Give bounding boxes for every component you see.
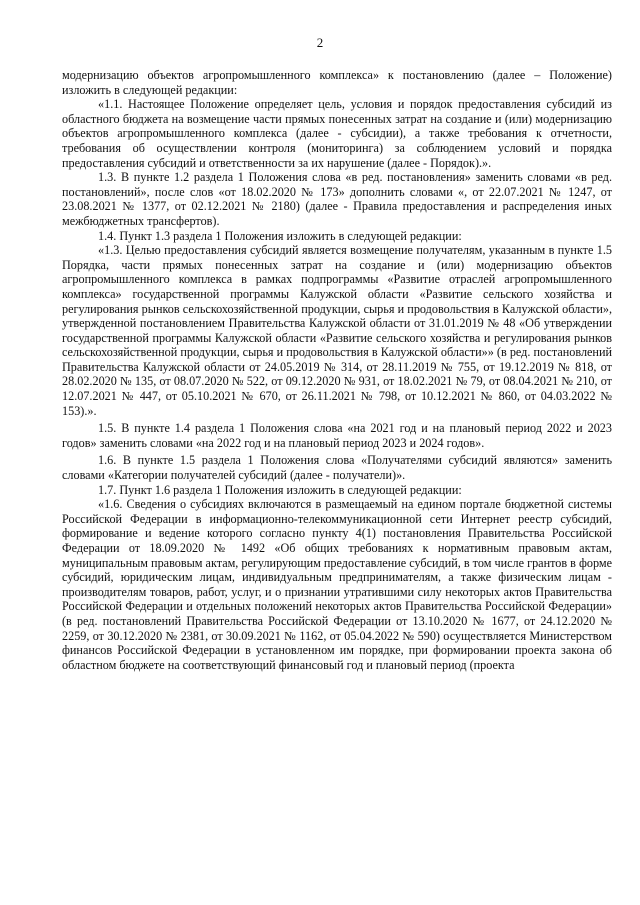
- paragraph-1-5: 1.5. В пункте 1.4 раздела 1 Положения слова «на 2021 год и на плановый период 2022 и 2023 годов» заменить словами «на 2022 год и на плановый период 2023 и 2024 годов».: [62, 421, 612, 450]
- paragraph-1-6: 1.6. В пункте 1.5 раздела 1 Положения слова «Получателями субсидий являются» заменить словами «Категории получателей субсидий (далее - получатели)».: [62, 453, 612, 483]
- paragraph-1-1-quote: «1.1. Настоящее Положение определяет цель, условия и порядок предоставления субсидий из областного бюджета на возмещение части прямых понесенных затрат на создание и (или) модернизацию объектов агропромышленного комплекса (далее - субсидии), а также требования к отчетности, требования об осуществлении контроля (мониторинга) за соблюдением условий и порядка предоставления субсидий и ответственности за их нарушение (далее - Порядок).».: [62, 97, 612, 170]
- paragraph-1-3: 1.3. В пункте 1.2 раздела 1 Положения слова «в ред. постановления» заменить словами «в ред. постановлений», после слов «от 18.02.2020 № 173» дополнить словами «, от 22.07.2021 № 1247, от 23.08.2021 № 1377, от 02.12.2021 № 2180) (далее - Правила предоставления и распределения иных межбюджетных трансфертов).: [62, 170, 612, 228]
- paragraph-continuation: модернизацию объектов агропромышленного комплекса» к постановлению (далее – Положение) изложить в следующей редакции:: [62, 68, 612, 97]
- page-number: 2: [316, 35, 324, 50]
- document-body: [62, 68, 612, 672]
- paragraph-1-4: 1.4. Пункт 1.3 раздела 1 Положения изложить в следующей редакции:: [98, 228, 462, 243]
- paragraph-1-6-quote: «1.6. Сведения о субсидиях включаются в размещаемый на едином портале бюджетной системы Российской Федерации в информационно-телекоммуникационной сети Интернет реестр субсидий, формирование и ведение которого согласно пункту 4(1) постановления Правительства Российской Федерации от 18.09.2020 № 1492 «Об общих требованиях к нормативным правовым актам, муниципальным правовым актам, регулирующим предоставление субсидий, в том числе грантов в форме субсидий, юридическим лицам, индивидуальным предпринимателям, а также физическим лицам - производителям товаров, работ, услуг, и о признании утратившими силу некоторых актов Правительства Российской Федерации и отдельных положений некоторых актов Правительства Российской Федерации» (в ред. постановлений Правительства Российской Федерации от 13.10.2020 № 1677, от 24.12.2020 № 2259, от 30.12.2020 № 2381, от 30.09.2021 № 1162, от 05.04.2022 № 590) осуществляется Министерством финансов Российской Федерации в установленном им порядке, при формировании проекта закона об областном бюджете на соответствующий финансовый год и плановый период (проекта: [62, 497, 612, 672]
- paragraph-1-7: 1.7. Пункт 1.6 раздела 1 Положения изложить в следующей редакции:: [98, 482, 462, 497]
- paragraph-1-3-quote: «1.3. Целью предоставления субсидий является возмещение получателям, указанным в пункте 1.5 Порядка, части прямых понесенных затрат на создание и (или) модернизацию объектов агропромышленного комплекса в рамках подпрограммы «Развитие отраслей агропромышленного комплекса» государственной программы Калужской области «Развитие сельского хозяйства и регулирования рынков сельскохозяйственной продукции, сырья и продовольствия в Калужской области», утвержденной постановлением Правительства Калужской области от 31.01.2019 № 48 «Об утверждении государственной программы Калужской области «Развитие сельского хозяйства и регулирования рынков сельскохозяйственной продукции, сырья и продовольствия в Калужской области»» (в ред. постановлений Правительства Калужской области от 24.05.2019 № 314, от 28.11.2019 № 755, от 19.12.2019 № 818, от 28.02.2020 № 135, от 08.07.2020 № 522, от 09.12.2020 № 931, от 18.02.2021 № 79, от 08.04.2021 № 210, от 12.07.2021 № 447, от 05.10.2021 № 670, от 26.11.2021 № 798, от 10.12.2021 № 860, от 04.03.2022 № 153).».: [62, 243, 612, 418]
